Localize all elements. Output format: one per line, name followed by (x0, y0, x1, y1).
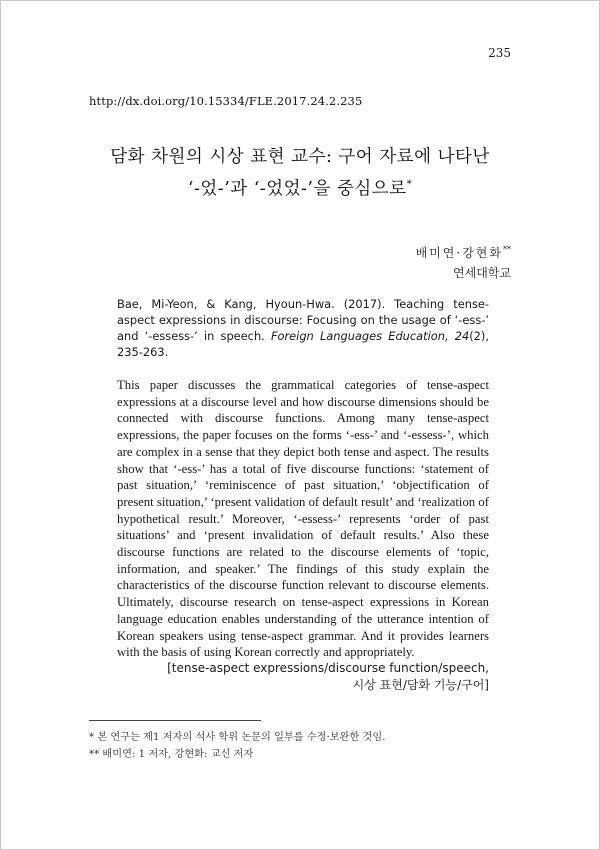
footnote-1: * 본 연구는 제1 저자의 석사 학위 논문의 일부를 수정·보완한 것임. (89, 732, 386, 743)
title-line-2 (60, 171, 540, 203)
author-block (416, 240, 511, 283)
abstract: This paper discusses the grammatical categories of tense-aspect expressions at a discourse level and how discourse dimensions should be connected with discourse functions. Among many tense-aspect expressions, the paper focuses on the forms ‘-ess-’ and ‘-essess-’, which are complex in a sense that they depict both tense and aspect. The results show that ‘-ess-’ has a total of five discourse functions: ‘statement of past situation,’ ‘reminiscence of past situation,’ ‘objectification of present situation,’ ‘present validation of default result’ and ‘realization of hypothetical result.’ Moreover, ‘-essess-’ represents ‘order of past situations’ and ‘present invalidation of default results.’ Also these discourse functions are related to the discourse elements of ‘topic, information, and speaker.’ The findings of this study explain the characteristics of the discourse function relevant to discourse elements. Ultimately, discourse research on tense-aspect expressions in Korean language education enables understanding of the utterance intention of Korean speakers using tense-aspect grammar. And it provides learners with the basis of using Korean correctly and appropriately. (117, 378, 489, 660)
doi-link[interactable]: http://dx.doi.org/10.15334/FLE.2017.24.2.235 (89, 94, 363, 108)
keywords-line-2: 시상 표현/담화 기능/구어] (352, 678, 489, 692)
paper-title (60, 144, 540, 203)
footnote-divider (89, 720, 261, 721)
page-number: 235 (488, 46, 511, 60)
keywords (167, 660, 489, 694)
keywords-line-1: [tense-aspect expressions/discourse function/speech, (167, 661, 489, 675)
author-footnote-mark: ** (503, 245, 511, 254)
author-names: 배미연·강현화 (415, 246, 503, 260)
footnote-2: ** 배미연: 1 저자, 강현화: 교신 저자 (89, 749, 254, 760)
title-line-2-text: ‘-었-’과 ‘-었었-’을 중심으로 (187, 178, 407, 199)
citation-journal: Foreign Languages Education, 24 (270, 329, 470, 343)
author-names-line (416, 240, 511, 263)
footnotes (89, 729, 385, 763)
citation (117, 296, 489, 360)
citation-part-1: Bae, Mi-Yeon, & Kang, Hyoun-Hwa. (2017). Teaching tense-aspect expressions in discourse: Focusing on the usage of ‘-ess-’ and ‘-essess-’ in speech. (117, 297, 489, 343)
citation-part-2: (2), 235-263. (117, 329, 489, 359)
author-affiliation: 연세대학교 (453, 266, 511, 280)
title-footnote-mark: * (406, 179, 413, 190)
title-line-1: 담화 차원의 시상 표현 교수: 구어 자료에 나타난 (110, 147, 490, 167)
